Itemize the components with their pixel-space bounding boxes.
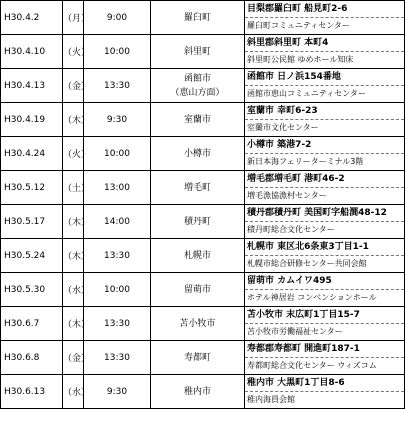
city-name: 小樽市 [183,148,211,159]
venue-cell [245,137,405,171]
city-cell [151,341,245,375]
venue-address: 斜里郡斜里町 本町4 [245,35,404,52]
time-cell: 9:30 [84,375,151,409]
weekday-cell: （金） [63,69,84,103]
table-row [1,341,405,375]
venue-cell [245,35,405,69]
time-cell: 10:00 [84,273,151,307]
venue-cell [245,69,405,103]
weekday-cell: （木） [63,103,84,137]
table-row [1,103,405,137]
venue-name: 稚内海員会館 [247,395,295,404]
venue-cell [245,103,405,137]
table-row [1,1,405,35]
venue-name: 室蘭市文化センター [247,123,319,132]
table-row [1,205,405,239]
venue-cell [245,239,405,273]
venue-address: 小樽市 築港7-2 [245,137,404,154]
venue-name: 羅臼町コミュニティセンター [247,21,350,30]
table-row [1,137,405,171]
venue-cell [245,341,405,375]
city-cell [151,205,245,239]
time-cell: 13:30 [84,69,151,103]
weekday-cell: （金） [63,341,84,375]
weekday-cell: （月） [63,1,84,35]
city-name: 寿都町 [183,352,211,363]
weekday-cell: （火） [63,137,84,171]
table-row [1,69,405,103]
table-row [1,375,405,409]
table-row [1,35,405,69]
city-cell [151,273,245,307]
date-cell: H30.4.10 [1,35,63,69]
time-cell: 13:30 [84,341,151,375]
venue-name: 函館市恵山コミュニティセンター [247,89,366,98]
time-cell: 13:30 [84,307,151,341]
venue-address: 函館市 日ノ浜154番地 [245,69,404,86]
venue-address: 稚内市 大黒町1丁目8-6 [245,375,404,392]
city-name: 増毛町 [183,182,211,193]
venue-address: 室蘭市 幸町6-23 [245,103,404,120]
venue-address: 札幌市 東区北6条東3丁目1-1 [245,239,404,256]
venue-name: ホテル神居岩 コンベンションホール [247,293,377,302]
time-cell: 9:30 [84,103,151,137]
date-cell: H30.6.13 [1,375,63,409]
city-cell [151,239,245,273]
city-cell [151,137,245,171]
table-row [1,171,405,205]
table-row [1,273,405,307]
date-cell: H30.5.24 [1,239,63,273]
city-area: （恵山方面） [170,87,225,98]
venue-name: 新日本海フェリーターミナル3階 [247,157,364,166]
city-name: 室蘭市 [183,114,211,125]
time-cell: 10:00 [84,137,151,171]
date-cell: H30.6.7 [1,307,63,341]
table-row [1,307,405,341]
venue-cell [245,171,405,205]
city-name: 留萌市 [183,284,211,295]
date-cell: H30.5.30 [1,273,63,307]
city-name: 札幌市 [183,250,211,261]
table-row [1,239,405,273]
venue-cell [245,307,405,341]
weekday-cell: （火） [63,35,84,69]
schedule-rows [1,1,405,409]
venue-cell [245,205,405,239]
venue-address: 苫小牧市 末広町1丁目15-7 [245,307,404,324]
date-cell: H30.4.2 [1,1,63,35]
date-cell: H30.4.24 [1,137,63,171]
weekday-cell: （木） [63,307,84,341]
city-cell [151,35,245,69]
city-name: 積丹町 [183,216,211,227]
venue-cell [245,1,405,35]
city-name: 稚内市 [183,386,211,397]
venue-address: 増毛郡増毛町 港町46-2 [245,171,404,188]
time-cell: 14:00 [84,205,151,239]
venue-address: 留萌市 カムイワ495 [245,273,404,290]
venue-address: 寿都郡寿都町 開進町187-1 [245,341,404,358]
time-cell: 13:30 [84,239,151,273]
time-cell: 13:00 [84,171,151,205]
venue-cell [245,375,405,409]
city-name: 函館市 [183,73,211,84]
venue-address: 目梨郡羅臼町 船見町2-6 [245,1,404,18]
venue-name: 苫小牧市労働福祉センター [247,327,343,336]
venue-name: 寿都町総合文化センター ウィズコム [247,361,377,370]
date-cell: H30.4.13 [1,69,63,103]
time-cell: 10:00 [84,35,151,69]
city-name: 斜里町 [183,46,211,57]
date-cell: H30.5.17 [1,205,63,239]
weekday-cell: （土） [63,171,84,205]
time-cell: 9:00 [84,1,151,35]
venue-name: 斜里町公民館 ゆめホール知床 [247,55,354,64]
weekday-cell: （木） [63,239,84,273]
city-name: 苫小牧市 [179,318,216,329]
weekday-cell: （水） [63,273,84,307]
city-cell [151,103,245,137]
city-cell [151,69,245,103]
venue-cell [245,273,405,307]
venue-address: 積丹郡積丹町 美国町字船澗48-12 [245,205,404,222]
venue-name: 増毛漁協漁村センター [247,191,327,200]
city-cell [151,1,245,35]
venue-name: 積丹町総合文化センター [247,225,335,234]
city-cell [151,375,245,409]
date-cell: H30.5.12 [1,171,63,205]
weekday-cell: （水） [63,375,84,409]
city-cell [151,171,245,205]
venue-name: 札幌市総合研修センター共同会館 [247,259,367,268]
city-cell [151,307,245,341]
weekday-cell: （木） [63,205,84,239]
date-cell: H30.4.19 [1,103,63,137]
city-name: 羅臼町 [183,12,211,23]
date-cell: H30.6.8 [1,341,63,375]
